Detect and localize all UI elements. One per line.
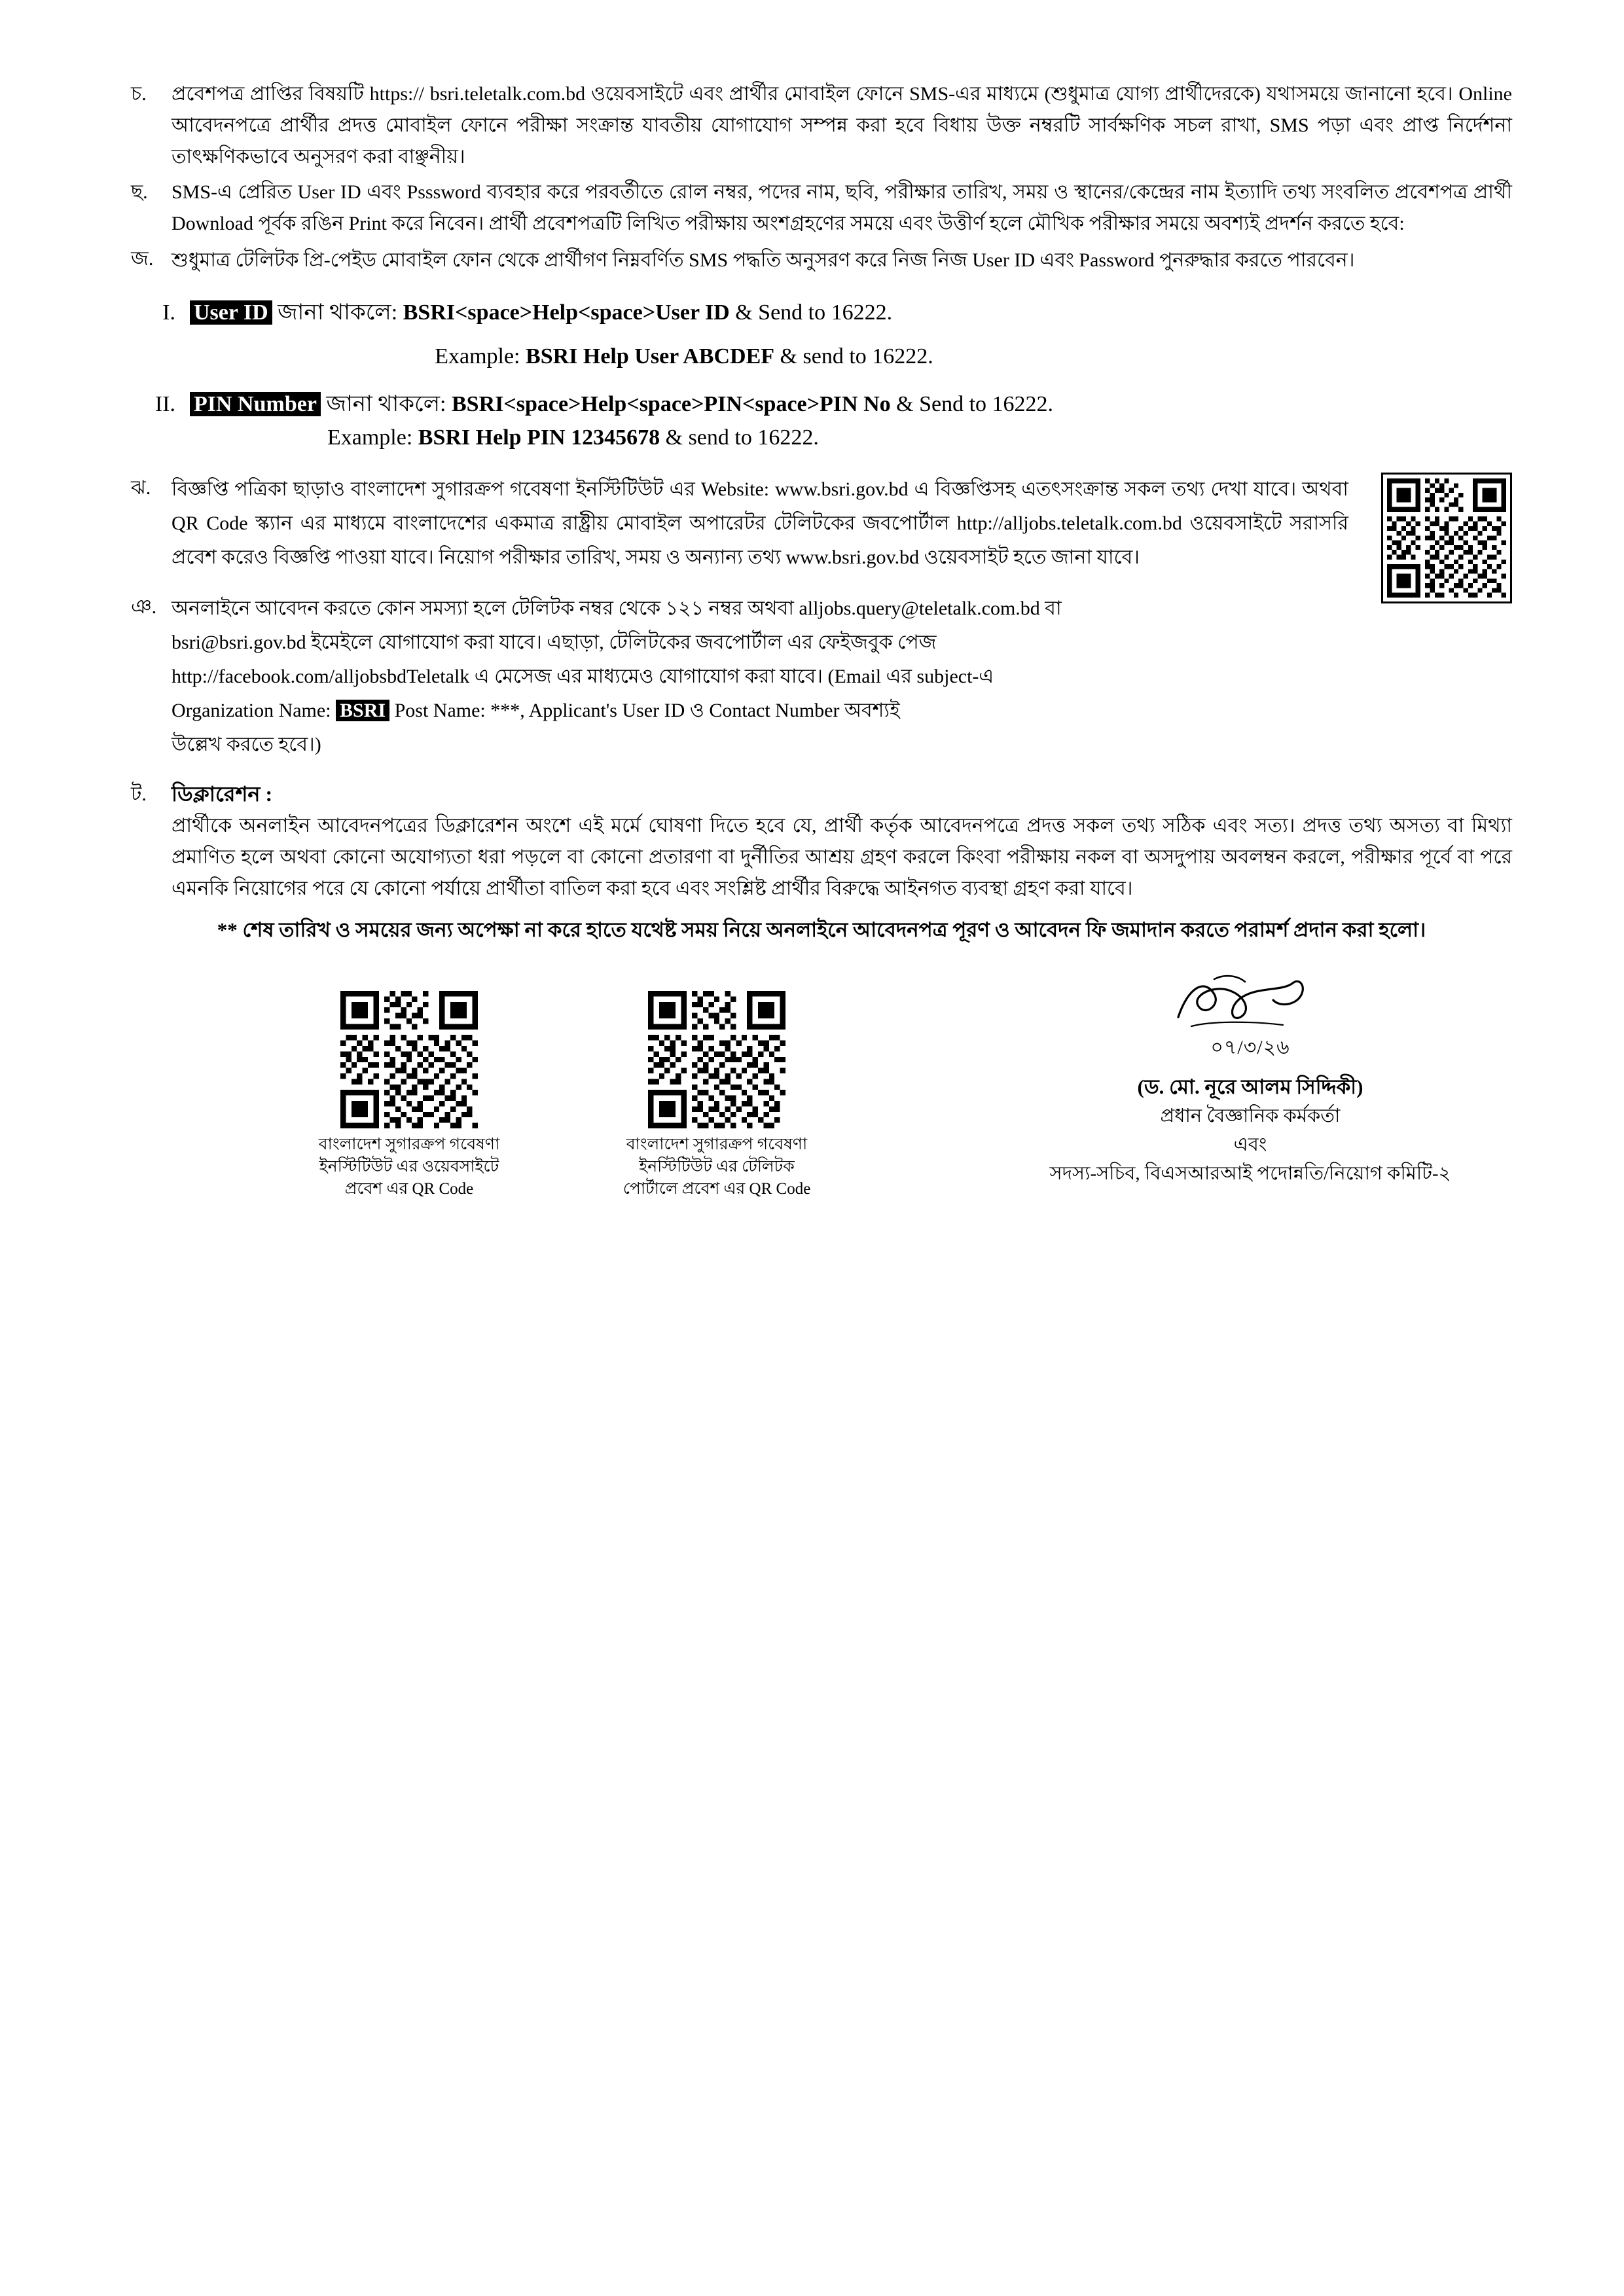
example-tail: & send to 16222. [665,425,819,450]
sms-method-label: জানা থাকলে: [278,300,398,325]
signature-icon [1152,971,1348,1043]
handwritten-signature [995,971,1506,1043]
list-text [171,592,1512,762]
sms-method-label: জানা থাকলে: [326,392,446,416]
list-marker: ট. [131,783,147,805]
qr-code-icon [648,991,785,1128]
sms-method-highlight: PIN Number [190,392,321,416]
example-command: BSRI Help PIN 12345678 [418,425,660,450]
sms-example-1 [131,344,1512,369]
sms-method-tail: & Send to 16222. [896,392,1054,416]
contact-line-3: http://facebook.com/alljobsbdTeletalk এ মেসেজ এর মাধ্যমেও যোগাযোগ করা যাবে। (Email এর subject-এ [171,666,994,687]
footer-area [131,991,1512,1299]
qr-caption-line: পোর্টালে প্রবেশ এর QR Code [623,1180,811,1198]
qr-caption-line: প্রবেশ এর QR Code [344,1180,474,1198]
declaration-title: ডিক্লারেশন : [171,782,273,806]
list-item-contact [131,592,1512,762]
example-prefix: Example: [435,344,520,368]
list-text: প্রবেশপত্র প্রাপ্তির বিষয়টি https:// bsri.teletalk.com.bd ওয়েবসাইটে এবং প্রার্থীর মোবাইল ফোনে SMS-এর মাধ্যমে (শুধুমাত্র যোগ্য প্রার্থীদেরকে) যথাসময়ে জানানো হবে। Online আবেদনপত্রে প্রার্থীর প্রদত্ত মোবাইল ফোনে পরীক্ষা সংক্রান্ত যাবতীয় যোগাযোগ সম্পন্ন করা হবে বিধায় উক্ত নম্বরটি সার্বক্ষণিক সচল রাখা, SMS পড়া এবং প্রাপ্ত নির্দেশনা তাৎক্ষণিকভাবে অনুসরণ করা বাঞ্ছনীয়। [171,83,1512,168]
sms-method-roman: II. [154,392,175,416]
sms-method-body [190,387,1512,422]
website-info-block [131,473,1512,575]
signatory-role: সদস্য-সচিব, বিএসআরআই পদোন্নতি/নিয়োগ কমিটি-২ [1049,1163,1451,1184]
list-item [131,243,1512,278]
list-text: শুধুমাত্র টেলিটক প্রি-পেইড মোবাইল ফোন থেকে প্রার্থীগণ নিম্নবর্ণিত SMS পদ্ধতি অনুসরণ করে নিজ নিজ User ID এবং Password পুনরুদ্ধার করতে পারবেন। [171,249,1355,271]
footer-qr-website [301,991,517,1200]
qr-code-teletalk-image [648,991,785,1128]
contact-line-2: bsri@bsri.gov.bd ইমেইলে যোগাযোগ করা যাবে। এছাড়া, টেলিটকের জবপোর্টাল এর ফেইজবুক পেজ [171,632,937,653]
sms-method-2 [131,387,1512,422]
list-marker: ঝ. [131,477,151,499]
sms-method-tail: & Send to 16222. [735,300,893,325]
advisory-note: ** শেষ তারিখ ও সময়ের জন্য অপেক্ষা না করে হাতে যথেষ্ট সময় নিয়ে অনলাইনে আবেদনপত্র পূরণ ও আবেদন ফি জমাদান করতে পরামর্শ প্রদান করা হলো। [217,918,1426,941]
qr-code-website-image [340,991,478,1128]
qr-caption-line: বাংলাদেশ সুগারক্রপ গবেষণা [626,1136,808,1153]
example-tail: & send to 16222. [780,344,933,368]
list-item [131,79,1512,173]
sms-method-command: BSRI<space>Help<space>PIN<space>PIN No [451,392,891,416]
contact-line-1: অনলাইনে আবেদন করতে কোন সমস্যা হলে টেলিটক নম্বর থেকে ১২১ নম্বর অথবা alljobs.query@teletalk.com.bd বা [171,598,1062,619]
contact-line-4 [171,694,1512,728]
list-text: বিজ্ঞপ্তি পত্রিকা ছাড়াও বাংলাদেশ সুগারক্রপ গবেষণা ইনস্টিটিউট এর Website: www.bsri.gov.bd এ বিজ্ঞপ্তিসহ এতৎসংক্রান্ত সকল তথ্য দেখা যাবে। অথবা QR Code স্ক্যান এর মাধ্যমে বাংলাদেশের একমাত্র রাষ্ট্রীয় মোবাইল অপারেটর টেলিটকের জবপোর্টাল http://alljobs.teletalk.com.bd ওয়েবসাইটে সরাসরি প্রবেশ করেও বিজ্ঞপ্তি পাওয়া যাবে। নিয়োগ পরীক্ষার তারিখ, সময় ও অন্যান্য তথ্য www.bsri.gov.bd ওয়েবসাইট হতে জানা যাবে। [171,478,1348,568]
signature-block [995,971,1506,1188]
declaration-body: প্রার্থীকে অনলাইন আবেদনপত্রের ডিক্লারেশন অংশে এই মর্মে ঘোষণা দিতে হবে যে, প্রার্থী কর্তৃক আবেদনপত্রে প্রদত্ত সকল তথ্য সঠিক এবং সত্য। প্রদত্ত তথ্য অসত্য বা মিথ্যা প্রমাণিত হলে অথবা কোনো অযোগ্যতা ধরা পড়লে বা কোনো প্রতারণা বা দুর্নীতির আশ্রয় গ্রহণ করলে কিংবা পরীক্ষায় নকল বা অসদুপায় অবলম্বন করলে, পরীক্ষার পূর্বে বা পরে এমনকি নিয়োগের পরে যে কোনো পর্যায়ে প্রার্থীতা বাতিল করা হবে এবং সংশ্লিষ্ট প্রার্থীর বিরুদ্ধে আইনগত ব্যবস্থা গ্রহণ করা যাবে। [171,815,1512,899]
document-content [131,79,1512,1299]
signatory-name: (ড. মো. নূরে আলম সিদ্দিকী) [1137,1075,1363,1098]
website-qr-code [1381,473,1512,603]
list-marker: জ. [131,248,154,270]
sms-method-command: BSRI<space>Help<space>User ID [403,300,730,325]
list-item [131,177,1512,240]
qr-code-icon [340,991,478,1128]
contact-line-4-suffix: Post Name: ***, Applicant's User ID ও Contact Number অবশ্যই [394,700,900,721]
qr-caption-line: বাংলাদেশ সুগারক্রপ গবেষণা [318,1136,500,1153]
list-text: SMS-এ প্রেরিত User ID এবং Psssword ব্যবহার করে পরবর্তীতে রোল নম্বর, পদের নাম, ছবি, পরীক্ষার তারিখ, সময় ও স্থানের/কেন্দ্রের নাম ইত্যাদি তথ্য সংবলিত প্রবেশপত্র প্রার্থী Download পূর্বক রঙিন Print করে নিবেন। প্রার্থী প্রবেশপত্রটি লিখিত পরীক্ষায় অংশগ্রহণের সময়ে এবং উত্তীর্ণ হলে মৌখিক পরীক্ষার সময়ে অবশ্যই প্রদর্শন করতে হবে: [171,181,1512,234]
signatory-and: এবং [1233,1134,1267,1155]
qr-code-icon [1387,478,1506,598]
sms-method-1 [131,296,1512,330]
signatory-designation: প্রধান বৈজ্ঞানিক কর্মকর্তা [1160,1105,1341,1126]
list-marker: ঞ. [131,596,157,618]
qr-caption-line: ইনস্টিটিউট এর ওয়েবসাইটে [319,1158,499,1175]
declaration-heading [131,779,1512,810]
contact-line-5: উল্লেখ করতে হবে।) [171,734,321,755]
list-item [131,473,1512,575]
sms-method-body [190,296,1512,330]
list-marker: ছ. [131,181,148,203]
sms-example-2 [131,425,1512,450]
example-prefix: Example: [327,425,413,450]
contact-line-4-prefix: Organization Name: [171,700,331,721]
qr-caption [301,1134,517,1200]
signature-date: ০৭/৩/২৬ [1210,1037,1290,1058]
qr-caption [609,1134,825,1200]
sms-method-roman: I. [162,300,175,325]
organization-name-highlight: BSRI [336,700,389,721]
qr-caption-line: ইনস্টিটিউট এর টেলিটক [639,1158,795,1175]
footer-qr-teletalk [609,991,825,1200]
sms-method-highlight: User ID [190,300,272,325]
list-marker: চ. [131,83,147,105]
example-command: BSRI Help User ABCDEF [526,344,775,368]
